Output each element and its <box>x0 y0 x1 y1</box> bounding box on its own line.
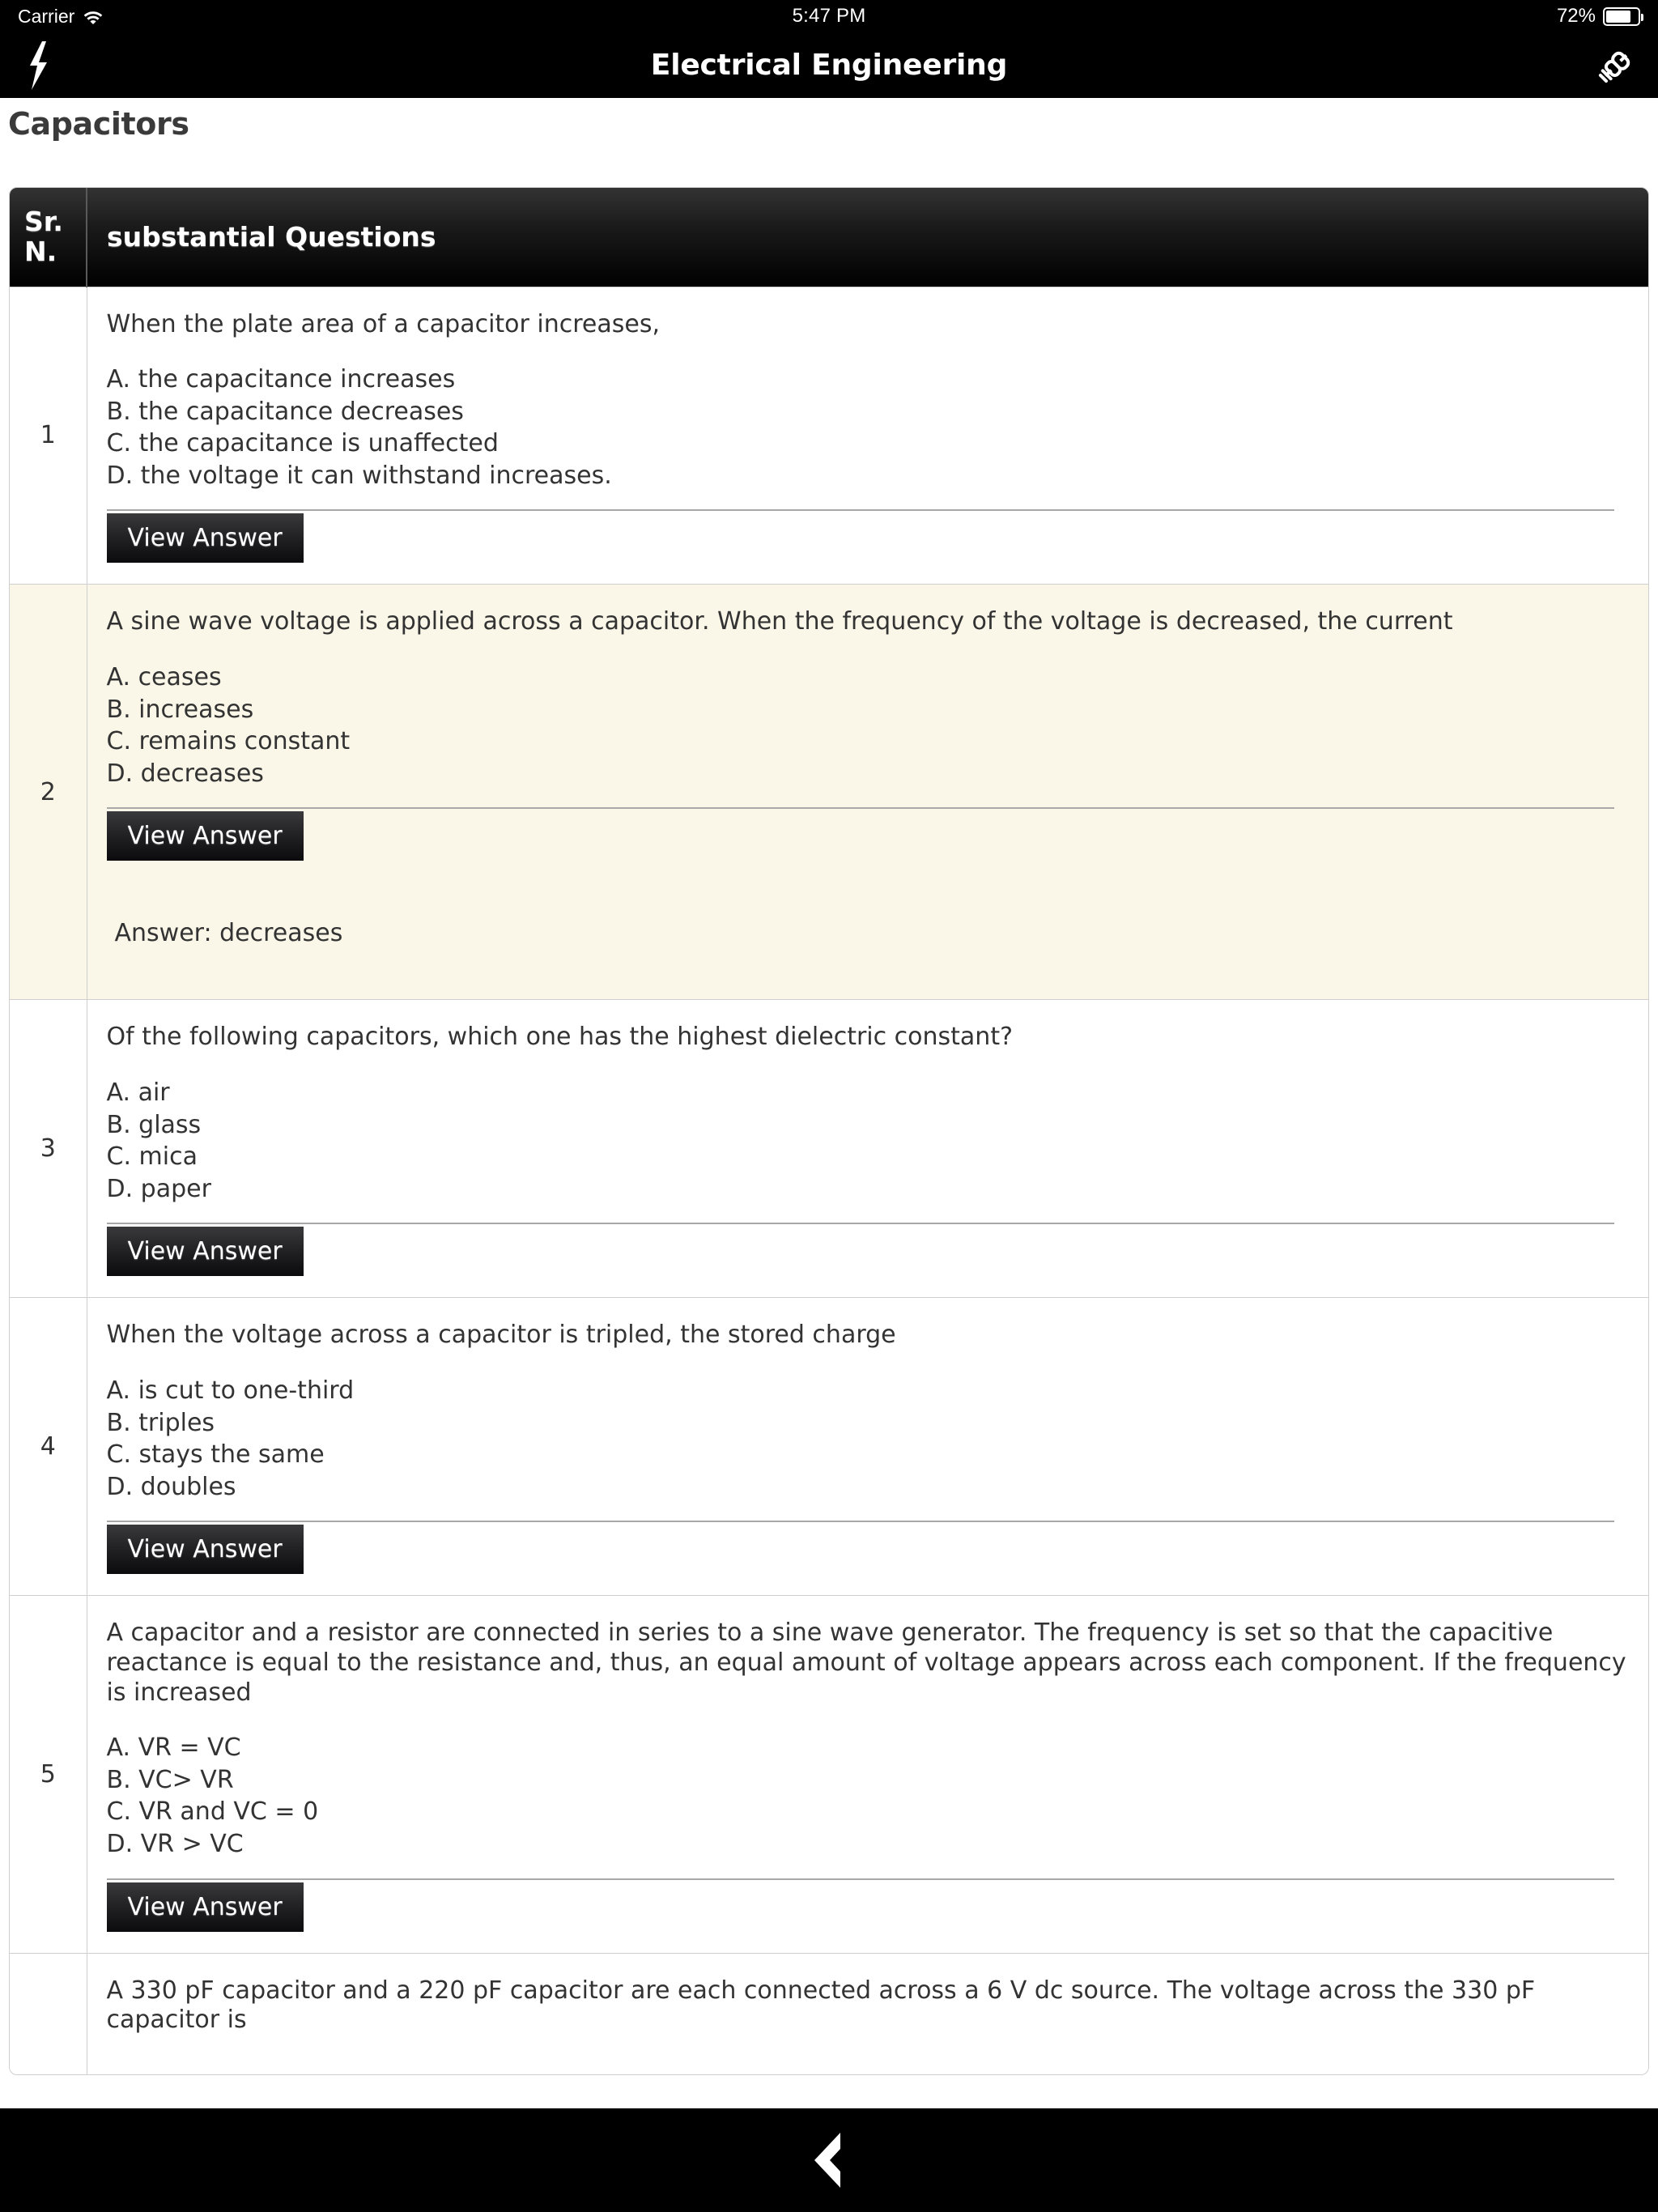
option-b: B. increases <box>106 695 254 724</box>
row-serial-number: 2 <box>10 585 87 1000</box>
option-c: C. VR and VC = 0 <box>106 1797 319 1827</box>
divider <box>107 509 1615 511</box>
question-text: A 330 pF capacitor and a 220 pF capacitor are each connected across a 6 V dc source. The voltage across the 330 pF capacitor is <box>106 1976 1536 2035</box>
table-body <box>10 287 1648 2074</box>
question-text: When the plate area of a capacitor increases, <box>106 309 661 338</box>
spacer <box>107 339 1630 364</box>
back-chevron-icon[interactable] <box>790 2121 868 2199</box>
option-b: B. VC> VR <box>106 1765 234 1794</box>
section-heading: Capacitors <box>8 106 189 142</box>
row-question-cell <box>87 287 1648 585</box>
row-question-cell <box>87 1596 1648 1953</box>
row-serial-number: 1 <box>10 287 87 585</box>
battery-percent-label: 72% <box>1556 5 1596 27</box>
option-c: C. remains constant <box>106 727 351 756</box>
spacer <box>107 1574 1630 1580</box>
option-c: C. mica <box>106 1142 198 1172</box>
option-d: D. decreases <box>106 759 264 788</box>
spacer <box>107 563 1630 569</box>
view-answer-button[interactable]: View Answer <box>107 1882 304 1932</box>
options-list <box>107 661 1630 789</box>
option-c: C. stays the same <box>106 1440 325 1470</box>
option-b: B. glass <box>106 1110 202 1139</box>
option-d: D. paper <box>106 1174 211 1203</box>
option-a: A. ceases <box>106 663 222 692</box>
row-question-cell <box>87 1298 1648 1596</box>
option-a: A. is cut to one-third <box>106 1376 355 1405</box>
option-b: B. the capacitance decreases <box>106 397 464 426</box>
spacer <box>107 1708 1630 1732</box>
divider <box>107 1521 1615 1522</box>
spacer <box>107 2035 1630 2060</box>
question-text: A capacitor and a resistor are connected in series to a sine wave generator. The frequency is set so that the capacitive reactance is equal to the resistance and, thus, an equal amount of voltage appears across each component. If the frequency is increased <box>106 1619 1626 1707</box>
battery-icon <box>1603 7 1640 26</box>
option-c: C. the capacitance is unaffected <box>106 429 499 458</box>
option-b: B. triples <box>106 1408 215 1437</box>
questions-table-container <box>9 187 1649 2075</box>
table-row <box>10 1000 1648 1298</box>
options-list <box>107 364 1630 491</box>
table-row <box>10 287 1648 585</box>
spacer <box>107 1932 1630 1938</box>
spacer <box>107 1351 1630 1375</box>
plug-connector-icon[interactable] <box>1595 45 1637 87</box>
status-bar-time: 5:47 PM <box>792 5 866 27</box>
view-answer-button[interactable]: View Answer <box>107 1525 304 1574</box>
questions-table <box>10 188 1648 2074</box>
spacer <box>107 637 1630 661</box>
question-text: When the voltage across a capacitor is tripled, the stored charge <box>106 1321 896 1350</box>
table-header <box>10 188 1648 287</box>
option-d: D. doubles <box>106 1472 236 1501</box>
question-text: Of the following capacitors, which one has the highest dielectric constant? <box>106 1023 1014 1052</box>
option-a: A. VR = VC <box>106 1733 241 1763</box>
question-text: A sine wave voltage is applied across a capacitor. When the frequency of the voltage is decreased, the current <box>106 607 1453 636</box>
carrier-label: Carrier <box>18 5 75 27</box>
column-header-questions: substantial Questions <box>87 188 1648 287</box>
navigation-bar <box>0 32 1658 98</box>
options-list <box>107 1732 1630 1860</box>
row-question-cell <box>87 1000 1648 1298</box>
option-d: D. the voltage it can withstand increases. <box>106 461 612 490</box>
divider <box>107 807 1615 809</box>
spacer <box>107 1053 1630 1077</box>
page-title: Electrical Engineering <box>650 49 1008 82</box>
option-a: A. air <box>106 1078 170 1108</box>
options-list <box>107 1077 1630 1205</box>
row-serial-number <box>10 1953 87 2074</box>
row-serial-number: 5 <box>10 1596 87 1953</box>
table-row <box>10 1596 1648 1953</box>
bottom-toolbar <box>0 2108 1658 2212</box>
view-answer-button[interactable]: View Answer <box>107 1227 304 1276</box>
view-answer-button[interactable]: View Answer <box>107 513 304 563</box>
row-question-cell <box>87 585 1648 1000</box>
content-scroll-area[interactable] <box>0 187 1658 2108</box>
view-answer-button[interactable]: View Answer <box>107 811 304 861</box>
lightning-bolt-icon[interactable] <box>21 41 55 90</box>
status-bar <box>0 0 1658 32</box>
column-header-sr-no: Sr. N. <box>10 188 87 287</box>
status-bar-right <box>1557 5 1640 28</box>
battery-fill <box>1606 11 1630 23</box>
row-serial-number: 4 <box>10 1298 87 1596</box>
table-row <box>10 1953 1648 2074</box>
spacer <box>107 1276 1630 1283</box>
divider <box>107 1878 1615 1880</box>
option-a: A. the capacitance increases <box>106 365 456 394</box>
table-row <box>10 1298 1648 1596</box>
table-row <box>10 585 1648 1000</box>
answer-text: Answer: decreases <box>114 919 343 948</box>
options-list <box>107 1375 1630 1503</box>
table-header-row <box>10 188 1648 287</box>
row-serial-number: 3 <box>10 1000 87 1298</box>
row-question-cell <box>87 1953 1648 2074</box>
divider <box>107 1223 1615 1224</box>
option-d: D. VR > VC <box>106 1829 244 1858</box>
